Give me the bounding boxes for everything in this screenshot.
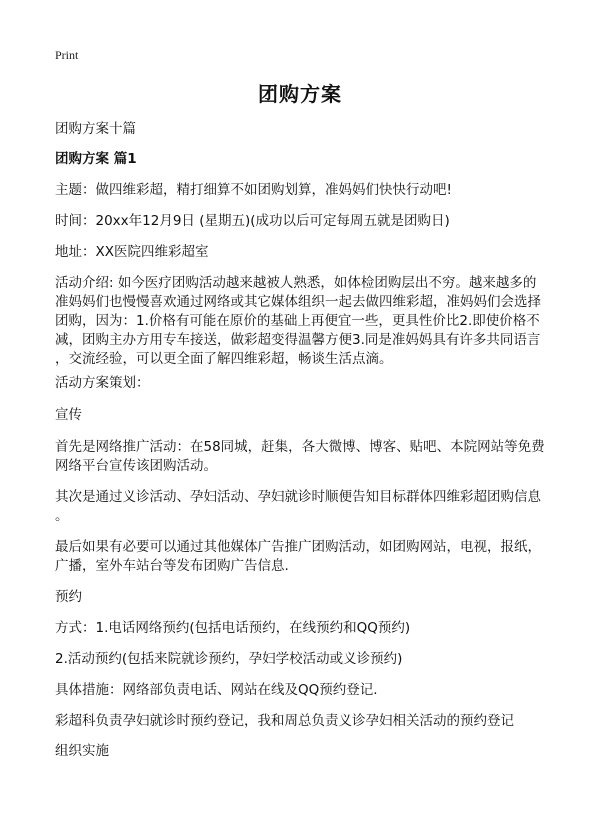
booking-activity-line: 2.活动预约(包括来院就诊预约，孕妇学校活动或义诊预约) bbox=[55, 651, 403, 667]
plan-heading: 活动方案策划： bbox=[55, 375, 150, 391]
document-subtitle: 团购方案十篇 bbox=[55, 121, 136, 137]
organization-heading: 组织实施 bbox=[55, 743, 109, 759]
page-title: 团购方案 bbox=[258, 82, 342, 106]
promo-paragraph-3: 最后如果有必要可以通过其他媒体广告推广团购活动，如团购网站，电视，报纸， 广播，室外车站台等发布团购广告信息. bbox=[55, 539, 541, 574]
address-line: 地址：XX医院四维彩超室 bbox=[55, 244, 209, 260]
booking-method-line: 方式：1.电话网络预约(包括电话预约，在线预约和QQ预约) bbox=[55, 620, 411, 636]
section-heading: 团购方案 篇1 bbox=[55, 151, 137, 167]
time-line: 时间：20xx年12月9日 (星期五)(成功以后可定每周五就是团购日) bbox=[55, 213, 450, 229]
measures-line: 具体措施：网络部负责电话、网站在线及QQ预约登记. bbox=[55, 682, 378, 698]
print-label: Print bbox=[55, 48, 79, 62]
promo-paragraph-1: 首先是网络推广活动：在58同城，赶集，各大微博、博客、贴吧、本院网站等免费 网络平台宣传该团购活动。 bbox=[55, 439, 545, 474]
booking-heading: 预约 bbox=[55, 589, 82, 605]
theme-line: 主题：做四维彩超，精打细算不如团购划算，准妈妈们快快行动吧! bbox=[55, 182, 452, 198]
promo-heading: 宣传 bbox=[55, 407, 82, 423]
ultrasound-dept-line: 彩超科负责孕妇就诊时预约登记，我和周总负责义诊孕妇相关活动的预约登记 bbox=[55, 713, 514, 729]
activity-intro-paragraph: 活动介绍: 如今医疗团购活动越来越被人熟悉，如体检团购层出不穷。越来越多的 准妈妈们也慢慢喜欢通过网络或其它媒体组织一起去做四维彩超，准妈妈们会选择 团购，因为：1.价格有可能在原价的基础上再便宜一些，更具性价比2.即使价格不 减，团购主办方用专车接送，做彩超变得温馨方便3.同是准妈妈具有许多共同语言 ，交流经验，可以更全面了解四维彩超，畅谈生活点滴。 bbox=[55, 275, 541, 367]
promo-paragraph-2: 其次是通过义诊活动、孕妇活动、孕妇就诊时顺便告知目标群体四维彩超团购信息 。 bbox=[55, 489, 541, 524]
